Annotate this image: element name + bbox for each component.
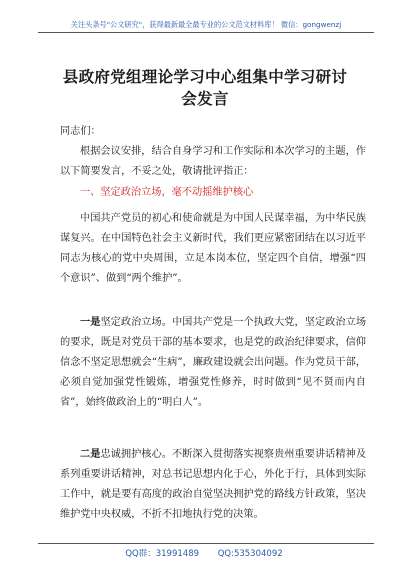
footer-qq: QQ:535304092	[217, 549, 283, 559]
paragraph-3	[60, 312, 366, 413]
footer-divider	[38, 543, 374, 544]
title-line-1: 县政府党组理论学习中心组集中学习研讨	[62, 67, 348, 86]
paragraph-3-lead: 一是	[80, 316, 101, 328]
footer-qq-group: QQ群：31991489	[125, 549, 200, 559]
title-line-2: 会发言	[181, 89, 229, 108]
intro-paragraph: 根据会议安排，结合自身学习和工作实际和本次学习的主题，作以下简要发言，不妥之处，敬请批评指正：	[60, 146, 366, 177]
paragraph-3-text: 坚定政治立场。中国共产党是一个执政大党，坚定政治立场的要求，既是对党员干部的基本要求，也是党的政治纪律要求，信仰信念不坚定思想就会“生病”，廉政建设就会出问题。作为党员干部，必须自觉加强党性锻炼，增强党性修养，时时做到“见不贤而内自省”，始终做政治上的“明白人”。	[60, 317, 367, 408]
header-divider	[38, 32, 374, 33]
document-title	[40, 66, 370, 110]
paragraph-4-text: 忠诚拥护核心。不断深入贯彻落实视察贵州重要讲话精神及系列重要讲话精神，对总书记思想内化于心，外化于行，具体到实际工作中，就是要有高度的政治自觉坚决拥护党的路线方针政策，坚决维护党中央权威，不折不扣地执行党的决策。	[60, 449, 367, 520]
paragraph-4	[60, 444, 366, 525]
header-banner: 关注头条号"公文研究"，获得最新最全最专业的公文范文材料库！ 微信：gongwenzj	[70, 20, 342, 29]
section-heading-1: 一、坚定政治立场，毫不动摇维护核心	[80, 187, 254, 198]
footer	[0, 547, 408, 559]
paragraph-2: 中国共产党员的初心和使命就是为中国人民谋幸福，为中华民族谋复兴。在中国特色社会主义新时代，我们更应紧密团结在以习近平同志为核心的党中央周围，立足本岗本位，坚定四个自信，增强“四个意识”、做到“两个维护”。	[60, 213, 366, 284]
greeting: 同志们：	[60, 126, 101, 137]
paragraph-4-lead: 二是	[80, 448, 101, 460]
